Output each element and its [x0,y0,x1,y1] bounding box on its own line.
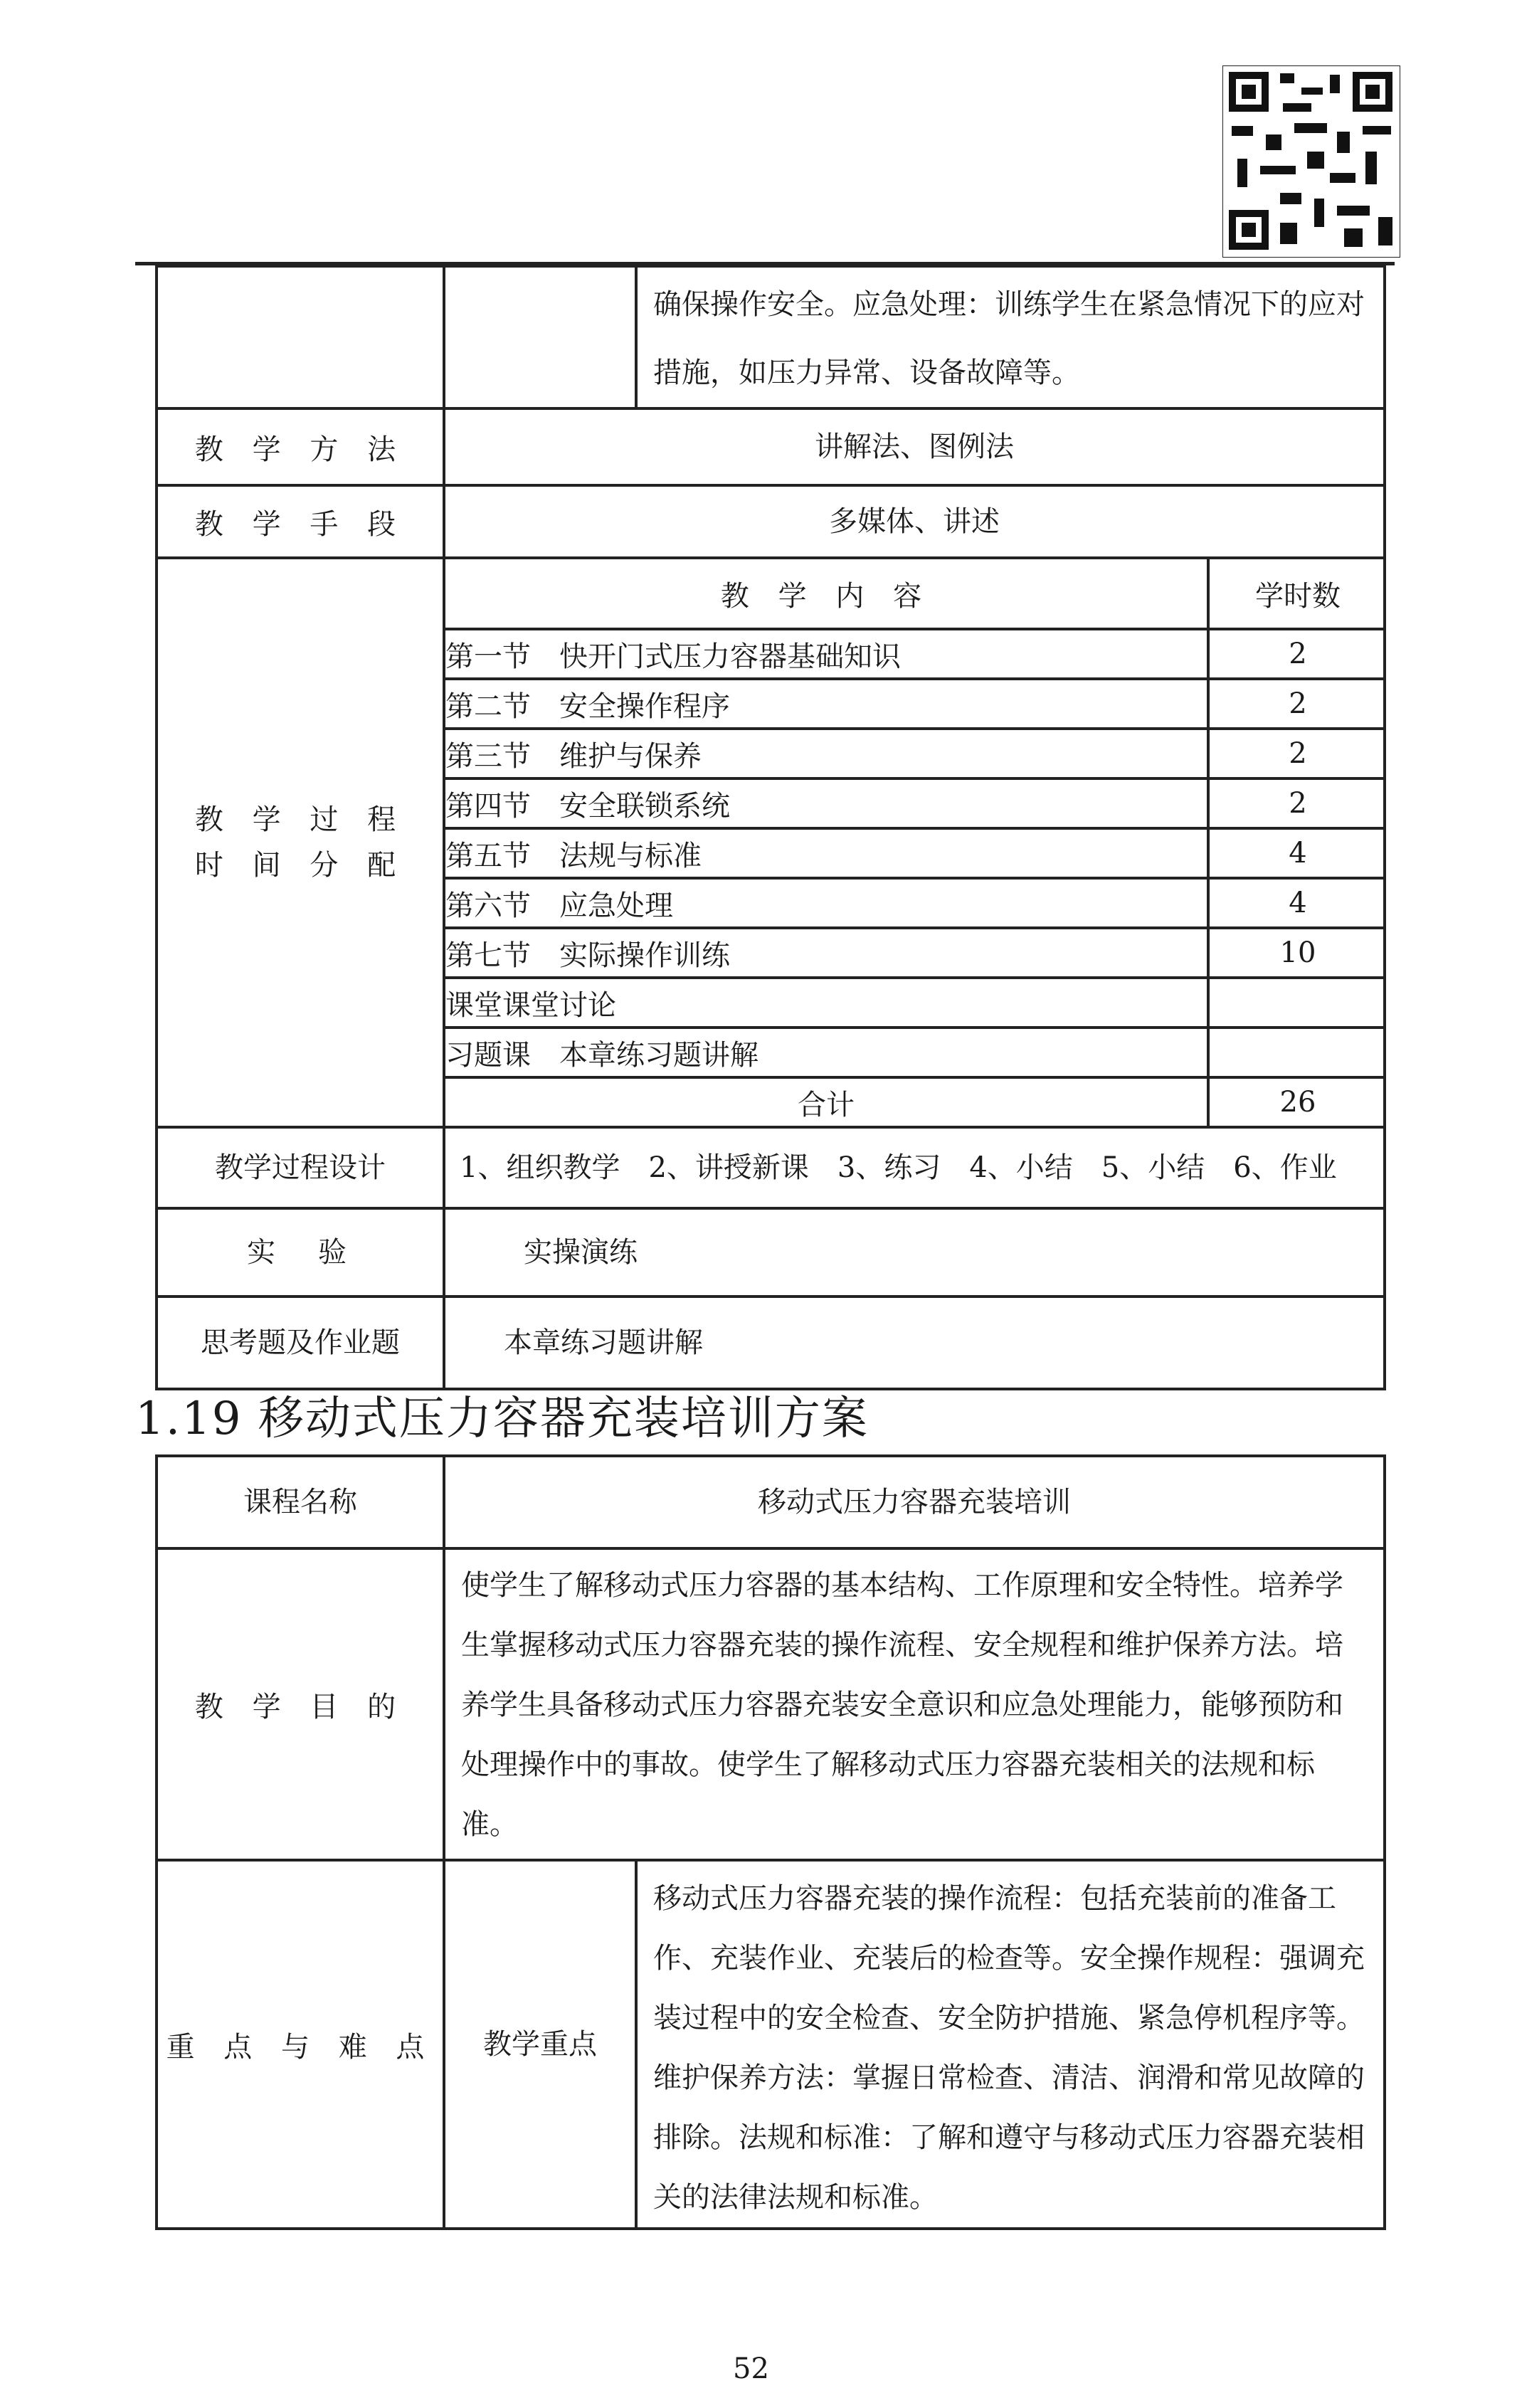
process-label-line1: 教 学 过 程 [194,803,406,836]
total-value: 26 [1208,1077,1386,1126]
schedule-item-hours: 4 [1208,828,1386,878]
method-label: 教 学 方 法 [157,408,444,485]
schedule-item-hours: 2 [1208,778,1386,828]
schedule-header-row [445,559,1386,629]
homework-row [157,1297,1385,1389]
goal-value: 使学生了解移动式压力容器的基本结构、工作原理和安全特性。培养学生掌握移动式压力容器充装的操作流程、安全规程和维护保养方法。培养学生具备移动式压力容器充装安全意识和应急处理能力，能够预防和处理操作中的事故。使学生了解移动式压力容器充装相关的法规和标准。 [444,1548,1385,1860]
schedule-item-hours: 4 [1208,878,1386,928]
process-row [157,558,1385,1127]
schedule-table [445,559,1386,1126]
schedule-row [445,778,1386,828]
schedule-row [445,828,1386,878]
key-sub-label: 教学重点 [444,1860,636,2229]
schedule-row [445,1028,1386,1077]
schedule-item-hours: 2 [1208,629,1386,679]
schedule-item-label: 课堂课堂讨论 [445,978,1208,1028]
schedule-item-label: 第二节 安全操作程序 [445,679,1208,729]
course-label: 课程名称 [157,1456,444,1548]
process-label [157,558,444,1127]
schedule-row [445,928,1386,978]
total-row [445,1077,1386,1126]
key-value: 移动式压力容器充装的操作流程：包括充装前的准备工作、充装作业、充装后的检查等。安全操作规程：强调充装过程中的安全检查、安全防护措施、紧急停机程序等。维护保养方法：掌握日常检查、清洁、润滑和常见故障的排除。法规和标准：了解和遵守与移动式压力容器充装相关的法律法规和标准。 [636,1860,1385,2229]
process-schedule [444,558,1385,1127]
schedule-item-hours: 2 [1208,729,1386,778]
page-number: 52 [733,2352,769,2385]
schedule-item-label: 第七节 实际操作训练 [445,928,1208,978]
schedule-item-label: 第三节 维护与保养 [445,729,1208,778]
means-label: 教 学 手 段 [157,485,444,558]
schedule-item-label: 第四节 安全联锁系统 [445,778,1208,828]
schedule-row [445,679,1386,729]
schedule-item-label: 第五节 法规与标准 [445,828,1208,878]
schedule-item-hours: 10 [1208,928,1386,978]
content-header: 教 学 内 容 [445,559,1208,629]
course-name-row [157,1456,1385,1548]
qr-code [1222,65,1400,258]
schedule-row [445,629,1386,679]
schedule-row [445,978,1386,1028]
schedule-row [445,878,1386,928]
schedule-item-label: 习题课 本章练习题讲解 [445,1028,1208,1077]
method-row [157,408,1385,485]
continued-text: 确保操作安全。应急处理：训练学生在紧急情况下的应对措施，如压力异常、设备故障等。 [636,266,1385,408]
homework-label: 思考题及作业题 [157,1297,444,1389]
course-table [155,1454,1386,2230]
schedule-item-label: 第一节 快开门式压力容器基础知识 [445,629,1208,679]
experiment-row [157,1208,1385,1297]
schedule-item-hours: 2 [1208,679,1386,729]
empty-cell [444,266,636,408]
design-label: 教学过程设计 [157,1127,444,1208]
continued-row [157,266,1385,408]
design-value: 1、组织教学 2、讲授新课 3、练习 4、小结 5、小结 6、作业 [444,1127,1385,1208]
hours-header: 学时数 [1208,559,1386,629]
process-label-line2: 时 间 分 配 [194,849,406,882]
experiment-value: 实操演练 [444,1208,1385,1297]
course-table-continued [155,265,1386,1390]
means-row [157,485,1385,558]
schedule-row [445,729,1386,778]
method-value: 讲解法、图例法 [444,408,1385,485]
empty-cell [157,266,444,408]
homework-value: 本章练习题讲解 [444,1297,1385,1389]
section-title: 1.19 移动式压力容器充装培训方案 [135,1393,869,1445]
goal-row [157,1548,1385,1860]
key-row [157,1860,1385,2229]
course-value: 移动式压力容器充装培训 [444,1456,1385,1548]
schedule-item-label: 第六节 应急处理 [445,878,1208,928]
design-row [157,1127,1385,1208]
total-label: 合计 [445,1077,1208,1126]
means-value: 多媒体、讲述 [444,485,1385,558]
key-label: 重 点 与 难 点 [157,1860,444,2229]
schedule-item-hours [1208,1028,1386,1077]
experiment-label: 实 验 [157,1208,444,1297]
schedule-item-hours [1208,978,1386,1028]
goal-label: 教 学 目 的 [157,1548,444,1860]
